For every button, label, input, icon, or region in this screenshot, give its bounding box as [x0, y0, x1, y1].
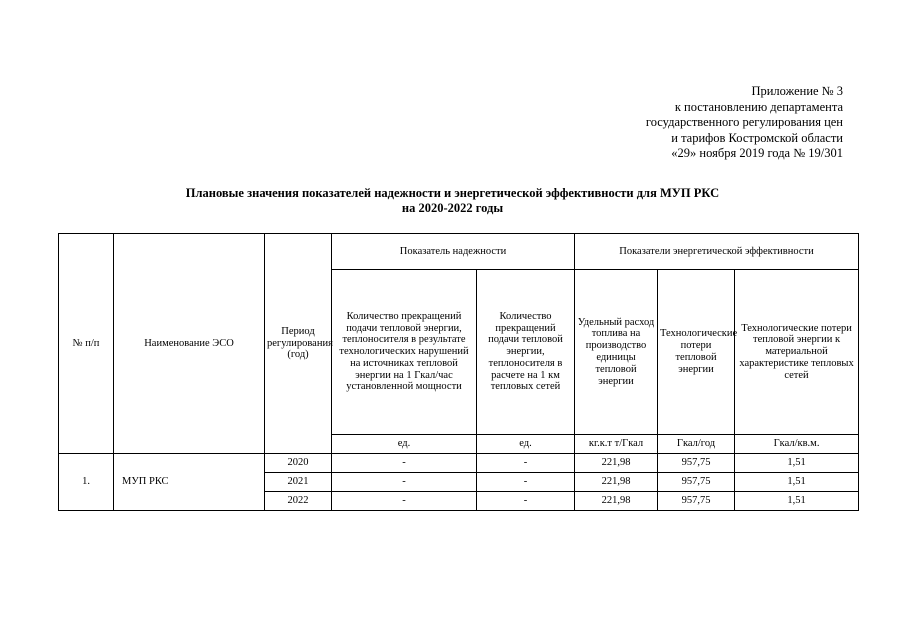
approval-line: и тарифов Костромской области: [671, 130, 843, 145]
cell-loss-norm: 1,51: [735, 492, 859, 511]
header-loss-norm: Технологические потери тепловой энергии к материальной характеристике тепловых сетей: [735, 270, 859, 435]
table-row: [59, 454, 859, 473]
org-name: МУП РКС: [114, 454, 265, 511]
approval-line: государственного регулирования цен: [645, 115, 843, 129]
cell-outages-network: -: [477, 492, 575, 511]
header-loss: Технологические потери тепловой энергии: [658, 270, 735, 435]
cell-loss-norm: 1,51: [735, 473, 859, 492]
cell-outages-network: -: [477, 454, 575, 473]
cell-outages-source: -: [332, 473, 477, 492]
unit-outages-network: ед.: [477, 435, 575, 454]
cell-loss: 957,75: [658, 492, 735, 511]
header-period: Период регулирования (год): [265, 234, 332, 454]
header-num: № п/п: [59, 234, 114, 454]
cell-fuel: 221,98: [575, 454, 658, 473]
title-line-2: на 2020-2022 годы: [401, 201, 504, 215]
org-num: 1.: [59, 454, 114, 511]
cell-outages-source: -: [332, 454, 477, 473]
unit-loss-norm: Гкал/кв.м.: [735, 435, 859, 454]
header-fuel: Удельный расход топлива на производство единицы тепловой энергии: [575, 270, 658, 435]
cell-fuel: 221,98: [575, 473, 658, 492]
cell-outages-network: -: [477, 473, 575, 492]
approval-line: к постановлению департамента: [674, 99, 843, 114]
cell-year: 2021: [265, 473, 332, 492]
cell-outages-source: -: [332, 492, 477, 511]
unit-fuel: кг.к.т т/Гкал: [575, 435, 658, 454]
cell-loss: 957,75: [658, 454, 735, 473]
unit-outages-source: ед.: [332, 435, 477, 454]
cell-loss-norm: 1,51: [735, 454, 859, 473]
unit-loss: Гкал/год: [658, 435, 735, 454]
document-title: [0, 186, 905, 216]
indicators-table: [58, 233, 859, 511]
title-line-1: Плановые значения показателей надежности и энергетической эффективности для МУП РКС: [185, 186, 720, 200]
cell-loss: 957,75: [658, 473, 735, 492]
approval-line: «29» ноября 2019 года № 19/301: [671, 146, 843, 160]
header-outages-network: Количество прекращений подачи тепловой энергии, теплоносителя в расчете на 1 км тепловых сетей: [477, 270, 575, 435]
cell-year: 2022: [265, 492, 332, 511]
cell-fuel: 221,98: [575, 492, 658, 511]
header-name: Наименование ЭСО: [114, 234, 265, 454]
approval-line: Приложение № 3: [751, 84, 843, 98]
header-group-efficiency: Показатели энергетической эффективности: [575, 234, 859, 270]
approval-block: [543, 84, 843, 162]
header-outages-source: Количество прекращений подачи тепловой энергии, теплоносителя в результате технологических нарушений на источниках тепловой энергии на 1 Гкал/час установленной мощности: [332, 270, 477, 435]
header-group-reliability: Показатель надежности: [332, 234, 575, 270]
cell-year: 2020: [265, 454, 332, 473]
